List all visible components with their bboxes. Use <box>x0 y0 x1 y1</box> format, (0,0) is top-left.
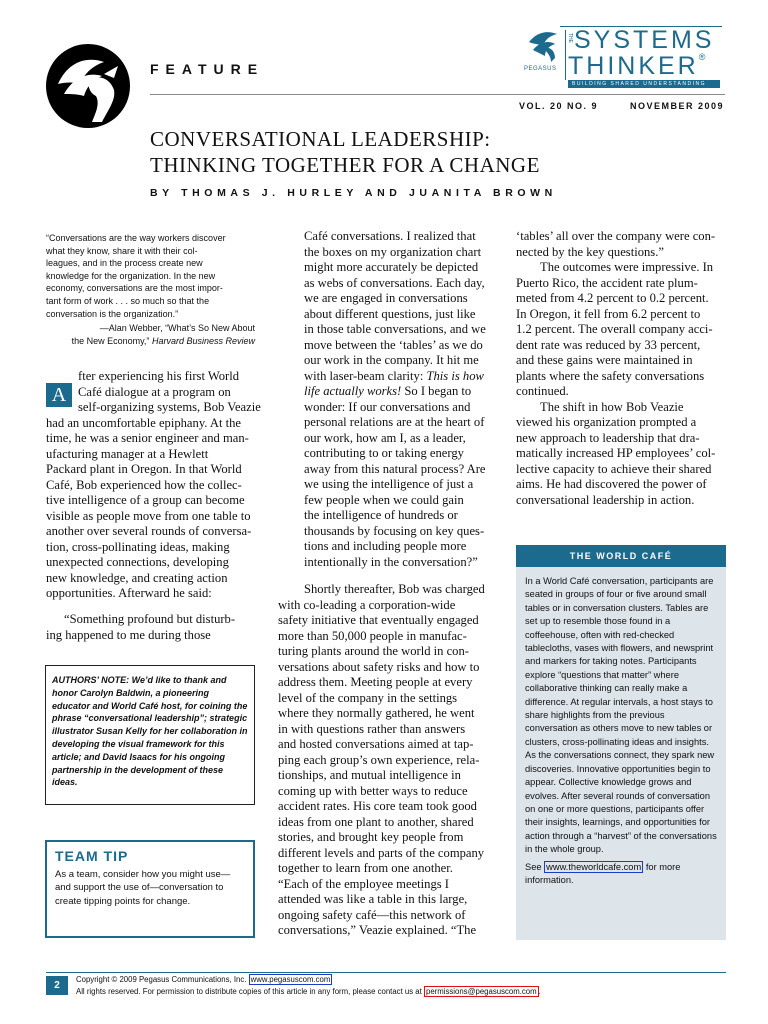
body-text-line: continued. <box>516 384 569 398</box>
body-text-line: lective capacity to achieve their shared <box>516 461 712 476</box>
body-text-line: accident rates. His core team took good <box>278 799 477 814</box>
epigraph-line: conversation is the organization.” <box>46 308 179 319</box>
body-text-line: “Each of the employee meetings I <box>278 876 449 891</box>
body-text-line: attended was like a table in this large, <box>278 892 468 907</box>
body-text-line: different levels and parts of the company <box>278 845 485 860</box>
body-text-line: where they normally gathered, he went <box>278 706 475 721</box>
body-text-line: in those table conversations, and we <box>304 322 486 336</box>
pegasus-horse-icon <box>46 44 130 128</box>
footer-copyright <box>76 975 332 984</box>
body-text-line: as webs of conversations. Each day, <box>304 275 485 290</box>
body-text-line: we are engaged in conversations <box>304 291 468 305</box>
body-text-line: stories, and brought key people from <box>278 830 464 845</box>
body-text-line: conversations,” Veazie explained. “The <box>278 923 477 938</box>
body-text-line: our work in the company. It hit me <box>304 353 479 367</box>
pegasus-bird-icon <box>527 28 561 64</box>
body-text-line: safety initiative that eventually engaged <box>278 613 479 628</box>
body-text-line: together to learn from one another. <box>278 861 453 876</box>
epigraph-quote <box>46 232 256 320</box>
body-text-line: few people when we could gain <box>304 492 464 507</box>
body-text-line: had an uncomfortable epiphany. At the <box>46 415 242 430</box>
body-text-line: In Oregon, it fell from 6.2 percent to <box>516 306 701 321</box>
body-text-line: might more accurately be depicted <box>304 260 479 274</box>
feature-label: FEATURE <box>150 61 265 77</box>
world-cafe-sidebar <box>516 545 726 940</box>
world-cafe-description: In a World Café conversation, participants are seated in groups of four or five around small tables or in conversation clusters. Tables are set up to resemble those found in a coffeehouse, often with red-checked tablecloths, vases with flowers, and newsprint and markers for taking notes. Participants explore “questions that matter” where collaborative thinking can really make a difference. At regular intervals, a host stays to share highlights from the previous conversation as others move to new tables or clusters, cross-pollinating ideas and insights. As the conversations connect, they spark new discoveries. Innovative opportunities begin to appear. Collective knowledge grows and evolves. After several rounds of conversation on one or more questions, participants offer their insights, learnings, and opportunities for action through a “harvest” of the conversations in the whole group. <box>525 576 717 855</box>
world-cafe-see-more <box>525 861 718 888</box>
body-text-line: the intelligence of hundreds or <box>304 508 458 522</box>
body-text-line: time, he was a senior engineer and man- <box>46 431 249 445</box>
body-text-line: level of the company in the settings <box>278 690 458 705</box>
footer-rights <box>76 987 541 996</box>
registered-mark: ® <box>698 52 709 62</box>
see-more-text: for more information. <box>525 861 681 885</box>
body-text-line: move between the ‘tables’ as we do <box>304 337 483 352</box>
authors-note: AUTHORS’ NOTE: We’d like to thank and honor Carolyn Baldwin, a pioneering educator and World Café host, for coining the phrase “conversational leadership”; strategic illustrator Susan Kelly for her collaboration in developing the visual framework for this article; and David Isaacs for his ongoing partnership in the development of these ideas. <box>45 665 255 805</box>
pegasus-website-link[interactable]: www.pegasuscom.com <box>250 975 331 984</box>
body-text-line: The outcomes were impressive. In <box>540 260 714 274</box>
body-text-line: meted from 4.2 percent to 0.2 percent. <box>516 291 709 305</box>
article-title-line-1: CONVERSATIONAL LEADERSHIP: <box>150 127 491 151</box>
pegasus-logo <box>46 44 130 128</box>
body-text-line: personal relations are at the heart of <box>304 415 485 429</box>
body-text-line: Packard plant in Oregon. In that World <box>46 462 242 476</box>
epigraph-line: knowledge for the organization. In the new <box>46 270 216 281</box>
permissions-email-link[interactable]: permissions@pegasuscom.com <box>425 987 537 996</box>
world-cafe-title: THE WORLD CAFÉ <box>516 545 726 567</box>
epigraph-citation <box>46 322 255 347</box>
body-text-line: Café, Bob experienced how the collec- <box>46 477 242 492</box>
body-text-line: another over several rounds of conversa- <box>46 524 252 538</box>
team-tip-box <box>45 840 255 938</box>
body-text-line: aims. He had discovered the power of <box>516 477 707 491</box>
body-text-line: intentionally in the conversation?” <box>304 554 478 569</box>
body-text-line: opportunities. Afterward he said: <box>46 586 212 600</box>
epigraph-line: what they know, share it with their col- <box>46 245 198 256</box>
body-text-line: self-organizing systems, Bob Veazie <box>78 400 261 414</box>
page-number: 2 <box>46 976 68 995</box>
world-cafe-body <box>516 567 726 887</box>
body-text-line: turing plants around the world in con- <box>278 644 469 659</box>
body-text-line: unexpected connections, developing <box>46 555 229 569</box>
body-text-line: versations about safety risks and how to <box>278 659 480 674</box>
citation-line: —Alan Webber, “What’s So New About <box>99 323 255 333</box>
brand-thinker <box>568 52 708 81</box>
epigraph-line: economy, conversations are the most impor- <box>46 283 223 294</box>
brand-the: THE <box>567 33 573 43</box>
article-title-line-2: THINKING TOGETHER FOR A CHANGE <box>150 153 540 177</box>
issue-volume: VOL. 20 NO. 9 <box>519 101 599 111</box>
citation-article: the New Economy,” <box>71 335 150 346</box>
body-text-line: wonder: If our conversations and <box>304 399 471 414</box>
article-byline: BY THOMAS J. HURLEY AND JUANITA BROWN <box>150 187 557 199</box>
see-label: See <box>525 861 542 872</box>
team-tip-text: As a team, consider how you might use—and support the use of—conversation to create tipping points for change. <box>55 869 231 907</box>
body-text-line: Puerto Rico, the accident rate plum- <box>516 275 698 290</box>
body-text-line: Café dialogue at a program on <box>78 384 231 399</box>
body-text-line: and hosted conversations aimed at tap- <box>278 737 474 752</box>
body-text-line: Café conversations. I realized that <box>304 229 476 243</box>
body-text-line: and these gains were maintained in <box>516 353 693 367</box>
team-tip-title: TEAM TIP <box>55 848 129 864</box>
body-text-line: new knowledge, and creating action <box>46 570 228 585</box>
body-text-line: tions and including people more <box>304 539 467 553</box>
drop-cap: A <box>46 383 72 407</box>
world-cafe-link[interactable]: www.theworldcafe.com <box>546 861 642 872</box>
body-text-line: The shift in how Bob Veazie <box>540 399 684 414</box>
body-text-line: with co-leading a corporation-wide <box>278 597 456 612</box>
citation-line <box>46 335 255 348</box>
brand-thinker-text: THINKER <box>568 52 699 80</box>
body-text-line: “Something profound but disturb- <box>64 612 236 627</box>
footer-rule <box>46 972 726 973</box>
body-text-line: dent rate was reduced by 33 percent, <box>516 337 701 352</box>
body-text-line: we using the intelligence of just a <box>304 477 474 491</box>
body-text-line: thousands by focusing on key ques- <box>304 523 485 538</box>
body-text-line: Shortly thereafter, Bob was charged <box>304 582 485 597</box>
brand-divider <box>565 30 566 80</box>
body-text-line: about different questions, just like <box>304 306 476 321</box>
body-text-line: our work, how am I, as a leader, <box>304 430 466 445</box>
rights-text: All rights reserved. For permission to distribute copies of this article in any form, please contact us at <box>76 987 422 996</box>
rights-end: . <box>538 987 541 996</box>
epigraph-line: leagues, and in the process create new <box>46 258 203 269</box>
body-text-line: ongoing safety café—this network of <box>278 907 466 922</box>
body-text-line: conversational leadership in action. <box>516 492 695 507</box>
header-rule <box>150 94 725 95</box>
body-text-line: visible as people move from one table to <box>46 508 251 523</box>
body-text-line: contributing to or taking energy <box>304 446 464 460</box>
body-text-line: ufacturing manager at a Hewlett <box>46 446 209 461</box>
publisher-name: PEGASUS <box>524 66 557 72</box>
body-text-line: ideas from one plant to another, shared <box>278 814 474 829</box>
body-text-line: viewed his organization prompted a <box>516 415 697 429</box>
epigraph-line: tant form of work . . . so much so that the <box>46 295 210 306</box>
body-text-line: fter experiencing his first World <box>78 369 240 383</box>
body-text-line: tive intelligence of a group can become <box>46 493 245 507</box>
body-text-line: nected by the key questions.” <box>516 244 664 259</box>
body-text-line: tionships, and mutual intelligence in <box>278 768 461 783</box>
body-text-line: coming up with better ways to reduce <box>278 783 468 798</box>
citation-source: Harvard Business Review <box>151 335 255 346</box>
body-text-line: with laser-beam clarity: This is how <box>304 368 484 383</box>
brand-tagline: BUILDING SHARED UNDERSTANDING <box>572 81 706 87</box>
body-text-line: in with questions rather than answers <box>278 721 466 736</box>
body-text-line: new approach to leadership that dra- <box>516 430 700 445</box>
body-text-line: matically increased HP employees’ col- <box>516 446 716 460</box>
issue-date: NOVEMBER 2009 <box>630 101 725 111</box>
body-text-line: away from this natural process? Are <box>304 461 486 476</box>
body-text-line: life actually works! So I began to <box>304 384 472 398</box>
body-text-line: the boxes on my organization chart <box>304 244 482 259</box>
copyright-text: Copyright © 2009 Pegasus Communications, Inc. <box>76 975 247 984</box>
body-text-line: plants where the safety conversations <box>516 368 705 383</box>
body-text-line: 1.2 percent. The overall company acci- <box>516 322 713 336</box>
body-text-line: tion, cross-pollinating ideas, making <box>46 539 230 554</box>
brand-systems: SYSTEMS <box>574 26 715 54</box>
body-text-line: more than 50,000 people in manufac- <box>278 628 467 643</box>
body-text-line: ‘tables’ all over the company were con- <box>516 229 716 243</box>
body-text-line: ing happened to me during those <box>46 627 211 642</box>
epigraph-line: “Conversations are the way workers discover <box>46 233 226 243</box>
body-text-line: address them. Meeting people at every <box>278 675 473 690</box>
body-text-line: ping each group’s own experience, rela- <box>278 752 480 767</box>
